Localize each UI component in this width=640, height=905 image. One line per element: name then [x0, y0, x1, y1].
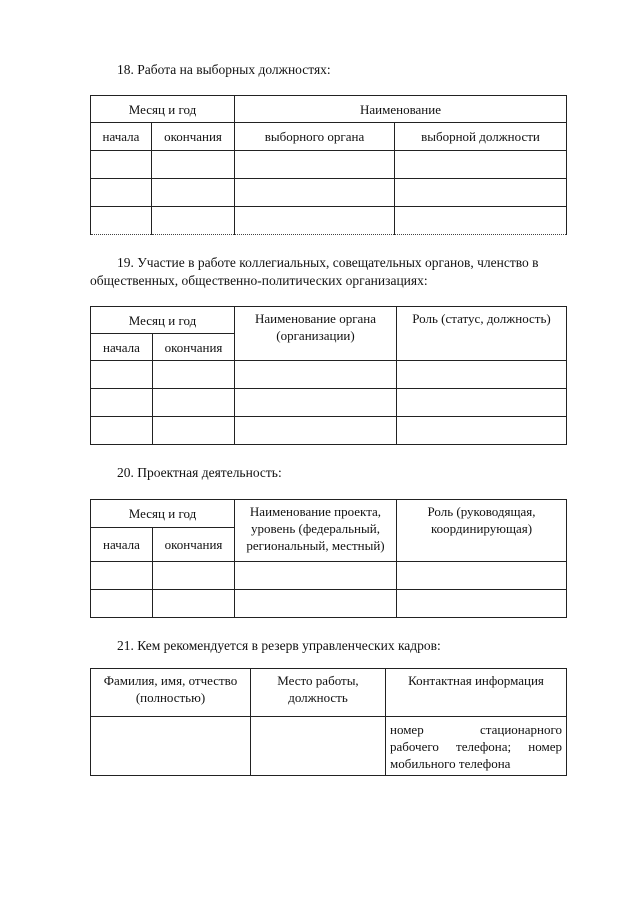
- table-cell[interactable]: [235, 179, 395, 207]
- position-header: выборной должности: [395, 123, 567, 151]
- project-name-header: [235, 500, 397, 562]
- table-cell[interactable]: [152, 207, 235, 235]
- end-header: окончания: [153, 528, 235, 562]
- section-19-heading: [90, 254, 566, 290]
- contact-value-line3: мобильного телефона: [390, 756, 511, 771]
- section-20-heading: [90, 464, 566, 482]
- section-18-heading-text: 18. Работа на выборных должностях:: [117, 62, 331, 77]
- table-cell[interactable]: [153, 590, 235, 618]
- recommenders-table: [90, 668, 567, 776]
- contact-value-line1: номер стационарного: [390, 722, 562, 737]
- table-cell[interactable]: [91, 389, 153, 417]
- table-row: [91, 562, 567, 590]
- table-cell[interactable]: [91, 562, 153, 590]
- table-row: [91, 389, 567, 417]
- project-name-header-line2: уровень (федеральный,: [251, 521, 380, 536]
- table-cell[interactable]: [153, 417, 235, 445]
- table-cell[interactable]: [153, 389, 235, 417]
- table-row: [91, 179, 567, 207]
- table-cell[interactable]: [91, 590, 153, 618]
- project-role-header-line2: координирующая): [430, 521, 533, 536]
- fio-header: [91, 669, 251, 717]
- section-19-heading-line2: общественных, общественно-политических организациях:: [90, 273, 428, 288]
- table-cell[interactable]: [397, 417, 567, 445]
- contact-value[interactable]: [386, 717, 567, 776]
- table-row: [91, 361, 567, 389]
- project-name-header-line1: Наименование проекта,: [249, 504, 382, 519]
- end-header: окончания: [152, 123, 235, 151]
- table-cell[interactable]: [235, 417, 397, 445]
- table-cell[interactable]: [91, 417, 153, 445]
- table-cell[interactable]: [235, 590, 397, 618]
- section-20-heading-text: 20. Проектная деятельность:: [117, 465, 282, 480]
- organ-header: выборного органа: [235, 123, 395, 151]
- project-role-header-line1: Роль (руководящая,: [427, 504, 536, 519]
- section-18-heading: [90, 61, 566, 79]
- table-cell[interactable]: [235, 151, 395, 179]
- table-cell[interactable]: [397, 590, 567, 618]
- project-role-header: [397, 500, 567, 562]
- table-cell[interactable]: [251, 717, 386, 776]
- fio-header-line1: Фамилия, имя, отчество: [103, 673, 238, 688]
- workplace-header-line2: должность: [288, 690, 348, 705]
- section-21-heading-text: 21. Кем рекомендуется в резерв управленческих кадров:: [117, 638, 441, 653]
- table-cell[interactable]: [91, 717, 251, 776]
- section-21-heading: [90, 637, 566, 655]
- table-cell[interactable]: [152, 151, 235, 179]
- organ-name-header-line2: (организации): [276, 328, 355, 343]
- end-header: окончания: [153, 334, 235, 361]
- elected-positions-table: [90, 95, 567, 235]
- table-cell[interactable]: [397, 361, 567, 389]
- project-name-header-line3: региональный, местный): [246, 538, 385, 553]
- table-cell[interactable]: [397, 389, 567, 417]
- table-row: [91, 417, 567, 445]
- table-cell[interactable]: [395, 179, 567, 207]
- table-cell[interactable]: [395, 207, 567, 235]
- role-header: Роль (статус, должность): [397, 307, 567, 361]
- table-cell[interactable]: [235, 361, 397, 389]
- table-cell[interactable]: [91, 179, 152, 207]
- table-row: [91, 151, 567, 179]
- table-row: [91, 207, 567, 235]
- table-cell[interactable]: [152, 179, 235, 207]
- contact-value-line2: рабочего телефона; номер: [390, 739, 562, 754]
- start-header: начала: [91, 528, 153, 562]
- table-cell[interactable]: [235, 562, 397, 590]
- name-header: Наименование: [235, 96, 567, 123]
- table-row: [91, 590, 567, 618]
- table-cell[interactable]: [153, 361, 235, 389]
- table-cell[interactable]: [91, 151, 152, 179]
- contact-header: Контактная информация: [386, 669, 567, 717]
- organ-name-header: [235, 307, 397, 361]
- collegial-bodies-table: [90, 306, 567, 445]
- project-activity-table: [90, 499, 567, 618]
- fio-header-line2: (полностью): [135, 690, 206, 705]
- month-year-header: Месяц и год: [91, 500, 235, 528]
- table-cell[interactable]: [395, 151, 567, 179]
- organ-name-header-line1: Наименование органа: [254, 311, 377, 326]
- table-cell[interactable]: [91, 361, 153, 389]
- start-header: начала: [91, 334, 153, 361]
- workplace-header: [251, 669, 386, 717]
- table-cell[interactable]: [235, 207, 395, 235]
- table-row: [91, 717, 567, 776]
- start-header: начала: [91, 123, 152, 151]
- workplace-header-line1: Место работы,: [277, 673, 359, 688]
- month-year-header: Месяц и год: [91, 307, 235, 334]
- table-cell[interactable]: [153, 562, 235, 590]
- table-cell[interactable]: [91, 207, 152, 235]
- table-cell[interactable]: [235, 389, 397, 417]
- section-19-heading-line1: 19. Участие в работе коллегиальных, совещательных органов, членство в: [117, 255, 539, 270]
- month-year-header: Месяц и год: [91, 96, 235, 123]
- table-cell[interactable]: [397, 562, 567, 590]
